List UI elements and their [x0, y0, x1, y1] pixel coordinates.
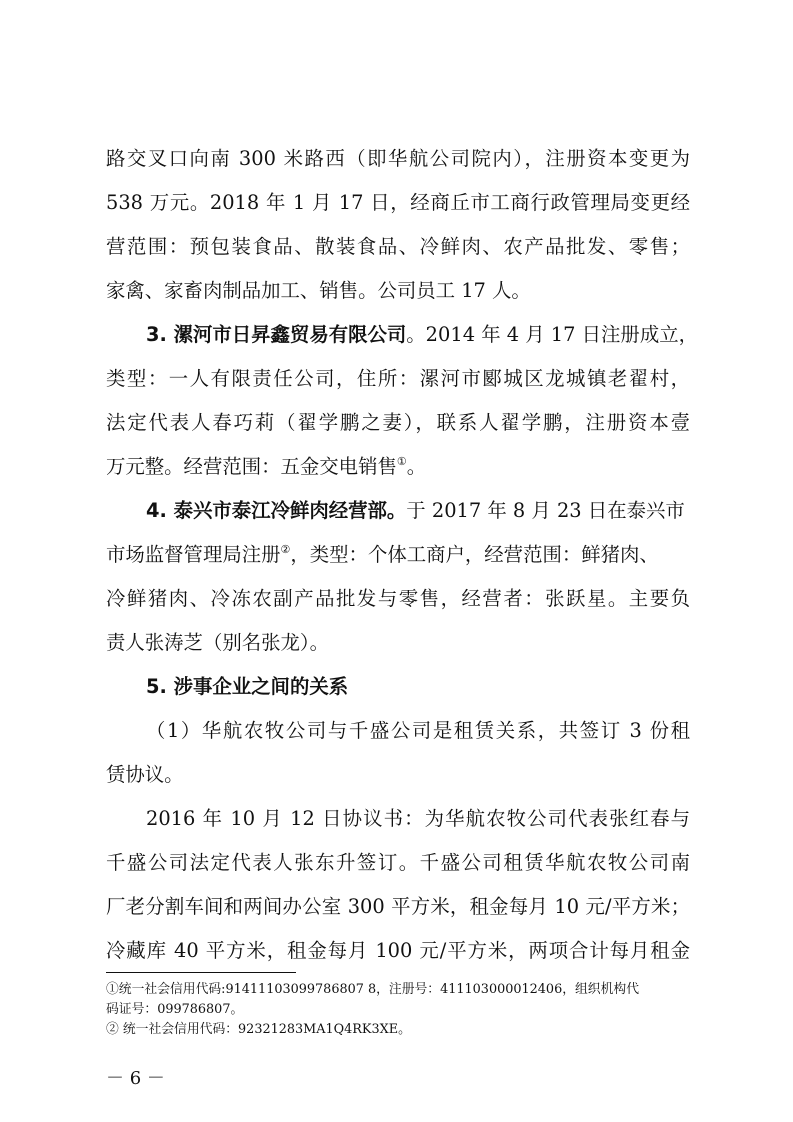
- section-3-last-text: 万元整。经营范围：五金交电销售: [106, 455, 397, 478]
- section-5-heading: 5. 涉事企业之间的关系: [146, 675, 349, 698]
- body-line: 2016 年 10 月 12 日协议书：为华航农牧公司代表张红春与: [146, 807, 690, 830]
- section-3-heading: 3. 漯河市日昇鑫贸易有限公司: [146, 323, 407, 346]
- page-number: － 6 －: [106, 1068, 165, 1089]
- footnote-rule: [106, 972, 296, 973]
- section-3-last-tail: 。: [406, 455, 427, 478]
- footnote-1-cont: 码证号：099786807。: [106, 1002, 244, 1017]
- body-line: 538 万元。2018 年 1 月 17 日，经商丘市工商行政管理局变更经: [106, 191, 690, 214]
- body-line: 厂老分割车间和两间办公室 300 平方米，租金每月 10 元/平方米；: [106, 895, 690, 918]
- section-3-last-line: [106, 454, 690, 480]
- section-4-first-text: 于 2017 年 8 月 23 日在泰兴市: [406, 499, 685, 522]
- section-4-line-2: [106, 542, 690, 568]
- section-4-heading: 4. 泰兴市泰江冷鲜肉经营部。: [146, 499, 407, 522]
- body-line: 冷鲜猪肉、冷冻农副产品批发与零售，经营者：张跃星。主要负: [106, 587, 690, 610]
- section-3-first-line: [146, 322, 698, 348]
- body-line: 类型：一人有限责任公司，住所：漯河市郾城区龙城镇老翟村，: [106, 367, 690, 390]
- body-line: 路交叉口向南 300 米路西（即华航公司院内），注册资本变更为: [106, 147, 690, 170]
- footnote-ref-1: ①: [396, 455, 407, 468]
- section-4-line-2-b: ，类型：个体工商户，经营范围：鲜猪肉、: [290, 543, 659, 566]
- body-line: 千盛公司法定代表人张东升签订。千盛公司租赁华航农牧公司南: [106, 851, 690, 874]
- section-4-first-line: [146, 498, 690, 524]
- footnote-2: ② 统一社会信用代码：92321283MA1Q4RK3XE。: [106, 1022, 411, 1037]
- section-4-line-2-a: 市场监督管理局注册: [106, 543, 281, 566]
- body-line: 营范围：预包装食品、散装食品、冷鲜肉、农产品批发、零售；: [106, 235, 690, 258]
- body-line: 责人张涛芝（别名张龙）。: [106, 631, 329, 654]
- body-line: （1）华航农牧公司与千盛公司是租赁关系，共签订 3 份租: [146, 719, 690, 742]
- footnote-1: ①统一社会信用代码:91411103099786807 8，注册号：411103000012406，组织机构代: [106, 982, 639, 997]
- body-line: 法定代表人春巧莉（翟学鹏之妻），联系人翟学鹏，注册资本壹: [106, 411, 690, 434]
- body-line: 赁协议。: [106, 763, 184, 786]
- body-line: 家禽、家畜肉制品加工、销售。公司员工 17 人。: [106, 279, 531, 302]
- body-line: 冷藏库 40 平方米，租金每月 100 元/平方米，两项合计每月租金: [106, 939, 690, 962]
- section-3-first-text: 。2014 年 4 月 17 日注册成立，: [406, 323, 698, 346]
- footnote-ref-2: ②: [280, 543, 291, 556]
